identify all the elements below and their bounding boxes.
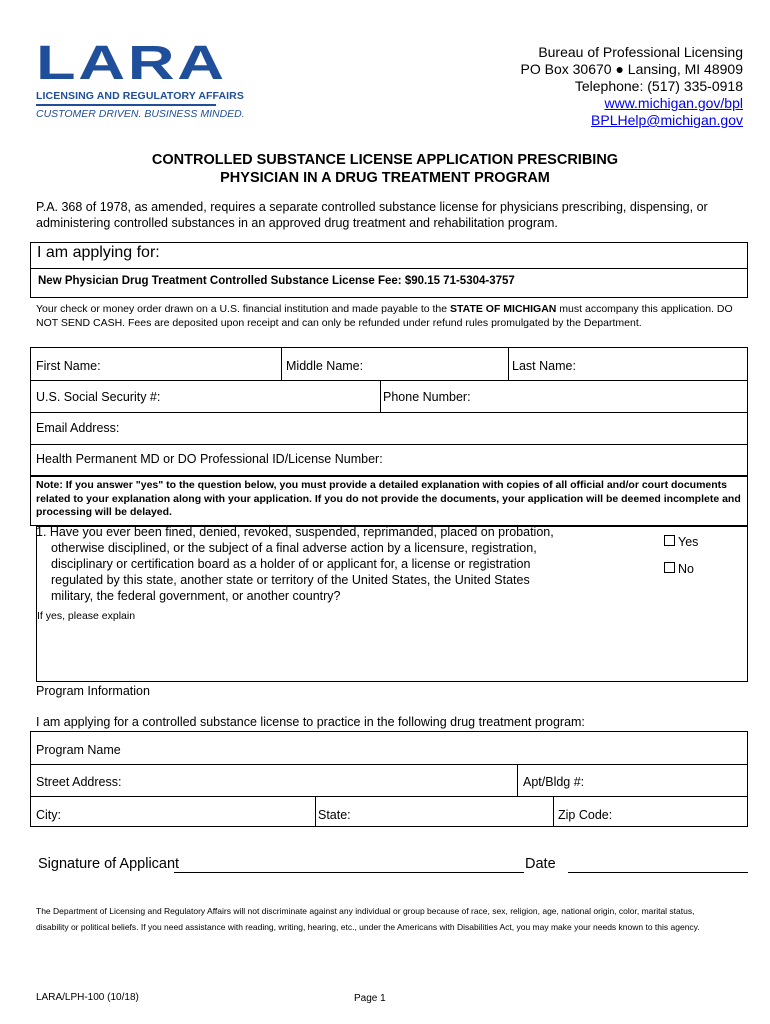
intro-paragraph: P.A. 368 of 1978, as amended, requires a separate controlled substance license for physicians prescribing, dispensing, or administering controlled substances in an approved drug treatment and rehabilitation program.	[36, 200, 708, 230]
logo-divider	[36, 104, 216, 106]
website-link[interactable]: www.michigan.gov/bpl	[604, 95, 743, 111]
email-field[interactable]: Email Address:	[36, 421, 120, 435]
page-number: Page 1	[354, 993, 386, 1004]
yes-label: Yes	[678, 535, 699, 549]
street-address-field[interactable]: Street Address:	[36, 775, 122, 789]
program-col-divider-3	[553, 796, 554, 827]
disclaimer-line: disability or political beliefs. If you need assistance with reading, writing, hearing, etc., under the Americans with Disabilities Act, you may make your needs known to this agency.	[36, 922, 700, 932]
license-fee-line: New Physician Drug Treatment Controlled Substance License Fee: $90.15 71-5304-3757	[38, 275, 515, 287]
apt-bldg-field[interactable]: Apt/Bldg #:	[523, 775, 585, 789]
payment-note	[36, 302, 736, 330]
col-divider-2	[508, 347, 509, 380]
explain-label: If yes, please explain	[37, 610, 136, 622]
form-title-line1: CONTROLLED SUBSTANCE LICENSE APPLICATION PRESCRIBING	[151, 152, 619, 168]
logo-subtitle: LICENSING AND REGULATORY AFFAIRS	[36, 90, 244, 102]
signature-label: Signature of Applicant	[38, 856, 180, 872]
question-line: regulated by this state, another state or territory of the United States, the United States	[51, 573, 530, 587]
date-label: Date	[525, 856, 556, 872]
signature-line[interactable]	[174, 872, 524, 873]
payable-to: STATE OF MICHIGAN	[450, 303, 557, 315]
email-link[interactable]: BPLHelp@michigan.gov	[591, 112, 743, 128]
city-field[interactable]: City:	[36, 808, 61, 822]
applying-for-label: I am applying for:	[37, 244, 160, 261]
date-line[interactable]	[568, 872, 748, 873]
row-divider-2	[30, 412, 748, 413]
col-divider-3	[380, 380, 381, 412]
program-info-heading: Program Information	[36, 684, 150, 698]
po-box: PO Box 30670 ● Lansing, MI 48909	[520, 61, 743, 77]
question-line: military, the federal government, or another country?	[51, 589, 341, 603]
telephone: Telephone: (517) 335-0918	[574, 78, 743, 94]
payment-note-start: Your check or money order drawn on a U.S. financial institution and made payable to the	[36, 303, 451, 315]
bureau-address	[521, 44, 744, 129]
program-divider-2	[30, 796, 748, 797]
form-title-line2: PHYSICIAN IN A DRUG TREATMENT PROGRAM	[220, 170, 550, 186]
question-line: otherwise disciplined, or the subject of a final adverse action by a licensure, registration,	[51, 541, 537, 555]
middle-name-field[interactable]: Middle Name:	[286, 359, 364, 373]
zip-code-field[interactable]: Zip Code:	[558, 808, 613, 822]
program-divider-1	[30, 764, 748, 765]
question-line: 1. Have you ever been fined, denied, revoked, suspended, reprimanded, placed on probation,	[36, 525, 554, 539]
license-number-field[interactable]: Health Permanent MD or DO Professional ID/License Number:	[36, 452, 383, 466]
lara-logo	[36, 37, 245, 120]
no-checkbox[interactable]	[664, 562, 675, 573]
note-text: Note: If you answer "yes" to the question below, you must provide a detailed explanation with copies of all official and/or court documents related to your explanation along with your application. If you do not provide the documents, your application will be deemed incomplete and processing will be delayed.	[36, 479, 741, 518]
logo-tagline: CUSTOMER DRIVEN. BUSINESS MINDED.	[36, 108, 245, 120]
question-1	[36, 524, 576, 604]
col-divider-1	[281, 347, 282, 380]
row-divider-3	[30, 444, 748, 445]
form-title	[0, 151, 770, 187]
program-intro: I am applying for a controlled substance license to practice in the following drug treatment program:	[36, 715, 585, 729]
bureau-name: Bureau of Professional Licensing	[538, 44, 743, 60]
payment-note-end: must accompany this application. DO NOT SEND CASH. Fees are deposited upon receipt and can only be refunded under refund rules promulgated by the Department.	[36, 303, 733, 329]
program-col-divider-2	[315, 796, 316, 827]
explain-textarea[interactable]	[37, 626, 745, 680]
form-number: LARA/LPH-100 (10/18)	[36, 992, 139, 1003]
applying-divider	[30, 268, 748, 269]
disclaimer-line: The Department of Licensing and Regulatory Affairs will not discriminate against any individual or group because of race, sex, religion, age, national origin, color, marital status,	[36, 906, 695, 916]
state-field[interactable]: State:	[318, 808, 351, 822]
no-label: No	[678, 562, 694, 576]
phone-field[interactable]: Phone Number:	[383, 390, 471, 404]
logo-letters: LARA	[36, 37, 227, 90]
last-name-field[interactable]: Last Name:	[512, 359, 576, 373]
question-line: disciplinary or certification board as a holder of or applicant for, a license or registration	[51, 557, 531, 571]
first-name-field[interactable]: First Name:	[36, 359, 101, 373]
ssn-field[interactable]: U.S. Social Security #:	[36, 390, 161, 404]
disclaimer	[36, 903, 756, 935]
yes-checkbox[interactable]	[664, 535, 675, 546]
program-col-divider-1	[517, 764, 518, 796]
row-divider-1	[30, 380, 748, 381]
program-name-field[interactable]: Program Name	[36, 743, 121, 757]
program-box	[30, 731, 748, 827]
